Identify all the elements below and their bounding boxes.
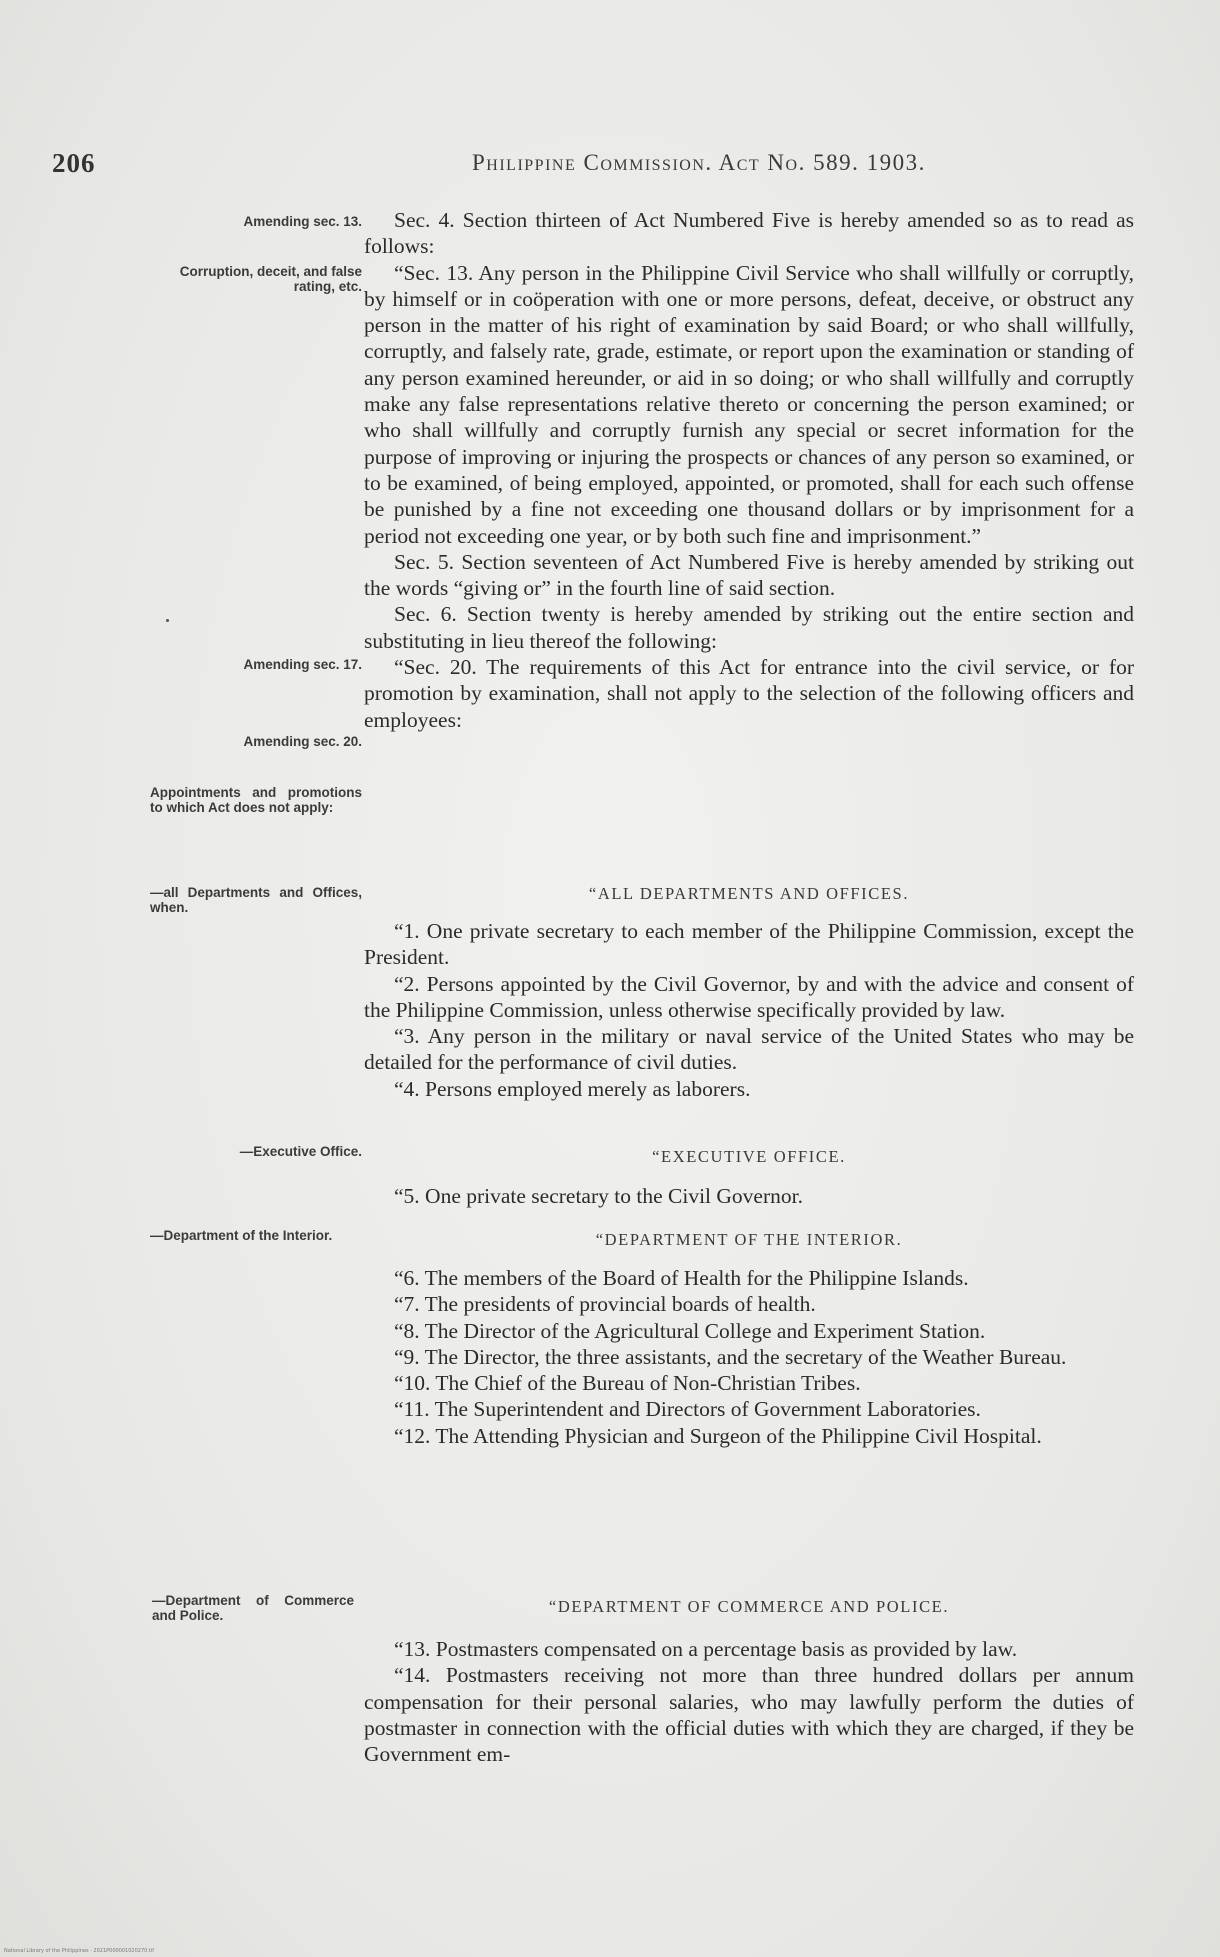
margin-note-appointments: Appointments and promotions to which Act does not apply: [150, 785, 362, 815]
heading-department-interior: “DEPARTMENT OF THE INTERIOR. [595, 1230, 903, 1249]
list-item: “6. The members of the Board of Health for the Philippine Islands. [394, 1266, 969, 1290]
list-item: “5. One private secretary to the Civil Governor. [394, 1184, 803, 1208]
list-item: “2. Persons appointed by the Civil Governor, by and with the advice and consent of the Philippine Commission, unless otherwise specifically provided by law. [364, 971, 1134, 1022]
list-item: “8. The Director of the Agricultural College and Experiment Station. [394, 1318, 986, 1343]
page-number: 206 [52, 148, 96, 178]
body-sections-4-to-6 [364, 207, 1134, 733]
scan-credit: National Library of the Philippines · 2021P000001020270.tif [4, 1948, 155, 1954]
margin-note-corruption: Corruption, deceit, and false rating, etc. [179, 264, 362, 294]
list-item: “4. Persons employed merely as laborers. [394, 1076, 751, 1101]
body-all-departments [364, 918, 1134, 1102]
scan-speck [166, 619, 169, 622]
body-executive-office [364, 1183, 1134, 1209]
running-head: Philippine Commission. Act No. 589. 1903. [472, 150, 926, 175]
list-item: “7. The presidents of provincial boards of health. [394, 1292, 816, 1317]
margin-note-amending-13: Amending sec. 13. [243, 214, 362, 229]
body-department-commerce [364, 1636, 1134, 1767]
list-item: “11. The Superintendent and Directors of Government Laboratories. [394, 1397, 981, 1422]
heading-executive-office: “EXECUTIVE OFFICE. [652, 1147, 846, 1166]
list-item: “10. The Chief of the Bureau of Non-Christian Tribes. [394, 1371, 861, 1396]
margin-note-commerce: —Department of Commerce and Police. [152, 1593, 354, 1623]
section-13-text: “Sec. 13. Any person in the Philippine Civil Service who shall willfully or corruptly, by himself or in coöperation with one or more persons, defeat, deceive, or obstruct any person in the matter of his right of examination by said Board; or who shall willfully, corruptly, and falsely rate, grade, estimate, or report upon the examination or standing of any person examined hereunder, or aid in so doing; or who shall willfully and corruptly make any false representations relative thereto or concerning the person examined; or who shall willfully and corruptly furnish any special or secret information for the purpose of improving or injuring the prospects or chances of any person so examined, or to be examined, of being employed, appointed, or promoted, shall for each such offense be punished by a fine not exceeding one thousand dollars or by imprisonment for a period not exceeding one year, or by both such fine and imprisonment.” [364, 260, 1134, 548]
section-6: Sec. 6. Section twenty is hereby amended by striking out the entire section and substituting in lieu thereof the following: [364, 602, 1134, 653]
heading-all-departments: “ALL DEPARTMENTS AND OFFICES. [588, 884, 910, 903]
margin-note-executive: —Executive Office. [239, 1144, 362, 1159]
list-item: “1. One private secretary to each member of the Philippine Commission, except the President. [364, 919, 1134, 970]
section-20-text: “Sec. 20. The requirements of this Act for entrance into the civil service, or for promotion by examination, shall not apply to the selection of the following officers and employees: [364, 655, 1134, 732]
section-5: Sec. 5. Section seventeen of Act Numbered Five is hereby amended by striking out the words “giving or” in the fourth line of said section. [364, 549, 1134, 601]
list-item: “13. Postmasters compensated on a percentage basis as provided by law. [394, 1637, 1018, 1661]
list-item: “12. The Attending Physician and Surgeon of the Philippine Civil Hospital. [394, 1423, 1042, 1448]
list-item: “3. Any person in the military or naval service of the United States who may be detailed for the performance of civil duties. [364, 1024, 1134, 1075]
margin-note-amending-17: Amending sec. 17. [243, 657, 362, 672]
list-item: “9. The Director, the three assistants, and the secretary of the Weather Bureau. [394, 1344, 1067, 1369]
list-item: “14. Postmasters receiving not more than three hundred dollars per annum compensation for their personal salaries, who may lawfully perform the duties of postmaster in connection with the official duties with which they are charged, if they be Government em- [364, 1663, 1134, 1767]
margin-note-all-departments: —all Departments and Offices, when. [150, 885, 362, 915]
heading-department-commerce: “DEPARTMENT OF COMMERCE AND POLICE. [548, 1597, 950, 1616]
margin-note-amending-20: Amending sec. 20. [243, 734, 362, 749]
body-department-interior [364, 1265, 1134, 1449]
section-4: Sec. 4. Section thirteen of Act Numbered Five is hereby amended so as to read as follows: [364, 208, 1134, 259]
margin-note-interior: —Department of the Interior. [150, 1228, 333, 1243]
